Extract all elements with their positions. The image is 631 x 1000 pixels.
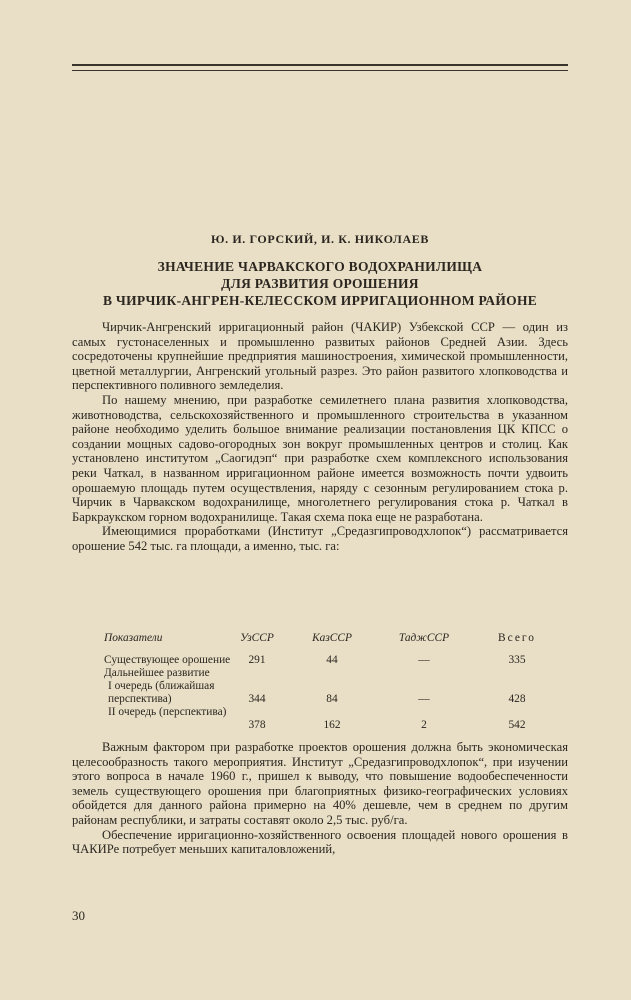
- body-text-bottom: [72, 740, 568, 857]
- top-rule: [72, 64, 568, 66]
- cell-uz: 344: [248, 693, 266, 705]
- paragraph: По нашему мнению, при разработке семилетнего плана развития хлопководства, животноводства, сельскохозяйственного и промышленного строительства в указанном районе необходимо уделить большое внимание реализации постановления ЦК КПСС о создании мощных садово-огородных зон вокруг промышленных центров и столиц. Как установлено институтом „Саогидэп“ при разработке схем комплексного использования реки Чаткал, в названном ирригационном районе имеется возможность почти удвоить орошаемую площадь путем осуществления, наряду с сезонным регулированием стока р. Чирчик в Чарвакском водохранилище, многолетнего регулирования стока р. Чаткал в Баркраукском горном водохранилище. Такая схема пока еще не разработана.: [72, 392, 568, 524]
- table-row: [104, 667, 564, 680]
- title-line: ЗНАЧЕНИЕ ЧАРВАКСКОГО ВОДОХРАНИЛИЩА: [157, 259, 483, 274]
- paragraph: Чирчик-Ангренский ирригационный район (ЧАКИР) Узбекской ССР — один из самых густонаселенных и промышленно развитых районов Средней Азии. Здесь сосредоточены крупнейшие предприятия машиностроения, химической промышленности, цветной металлургии, Ангренский угольный разрез. Это район развитого хлопководства и перспективного поливного земледелия.: [72, 320, 568, 393]
- cell-tadzh: 2: [421, 719, 427, 731]
- paragraph: Имеющимися проработками (Институт „Средазгипроводхлопок“) рассматривается орошение 542 тыс. га площади, а именно, тыс. га:: [72, 524, 568, 553]
- header-uzssr: УзССР: [240, 632, 274, 644]
- page-number: 30: [72, 908, 85, 923]
- cell-tadzh: —: [418, 693, 430, 705]
- title-line: В ЧИРЧИК-АНГРЕН-КЕЛЕССКОМ ИРРИГАЦИОННОМ РАЙОНЕ: [102, 293, 538, 308]
- cell-uz: 378: [248, 719, 266, 731]
- title-line: ДЛЯ РАЗВИТИЯ ОРОШЕНИЯ: [221, 276, 419, 291]
- article-authors: Ю. И. ГОРСКИЙ, И. К. НИКОЛАЕВ: [211, 232, 429, 246]
- header-kazssr: КазССР: [312, 632, 352, 644]
- header-tadzhssr: ТаджССР: [398, 632, 450, 644]
- table-row: [104, 706, 564, 732]
- body-text-top: [72, 320, 568, 554]
- header-indicators: Показатели: [104, 632, 163, 644]
- cell-total: 428: [508, 693, 526, 705]
- cell-kaz: 84: [326, 693, 338, 705]
- top-rule-thin: [72, 70, 568, 71]
- paragraph: Важным фактором при разработке проектов орошения должна быть экономическая целесообразность такого мероприятия. Институт „Средазгипроводхлопок“, при изучении этого вопроса в начале 1960 г., пришел к выводу, что повышение водообеспеченности земель существующего орошения при благоприятных физико-географических условиях обойдется для данного района примерно на 40% дешевле, чем в среднем по другим районам республики, и затраты составят около 2,5 тыс. руб/га.: [72, 740, 568, 827]
- header-total: Всего: [498, 632, 536, 644]
- row-label: I очередь (ближайшая перспектива): [108, 680, 215, 705]
- cell-total: 335: [508, 654, 526, 666]
- row-label: II очередь (перспектива): [108, 706, 227, 718]
- table-row: [104, 680, 564, 706]
- table-header: [104, 632, 564, 654]
- row-label: Дальнейшее развитие: [104, 667, 210, 679]
- article-title: [72, 258, 568, 309]
- irrigation-table: [104, 632, 564, 732]
- paragraph: Обеспечение ирригационно-хозяйственного освоения площадей нового орошения в ЧАКИРе потребует меньших капиталовложений,: [72, 827, 568, 857]
- cell-total: 542: [508, 719, 526, 731]
- table-row: [104, 654, 564, 667]
- row-label: Существующее орошение: [104, 654, 231, 666]
- cell-kaz: 162: [323, 719, 341, 731]
- cell-kaz: 44: [326, 654, 338, 666]
- cell-tadzh: —: [418, 654, 430, 666]
- cell-uz: 291: [248, 654, 266, 666]
